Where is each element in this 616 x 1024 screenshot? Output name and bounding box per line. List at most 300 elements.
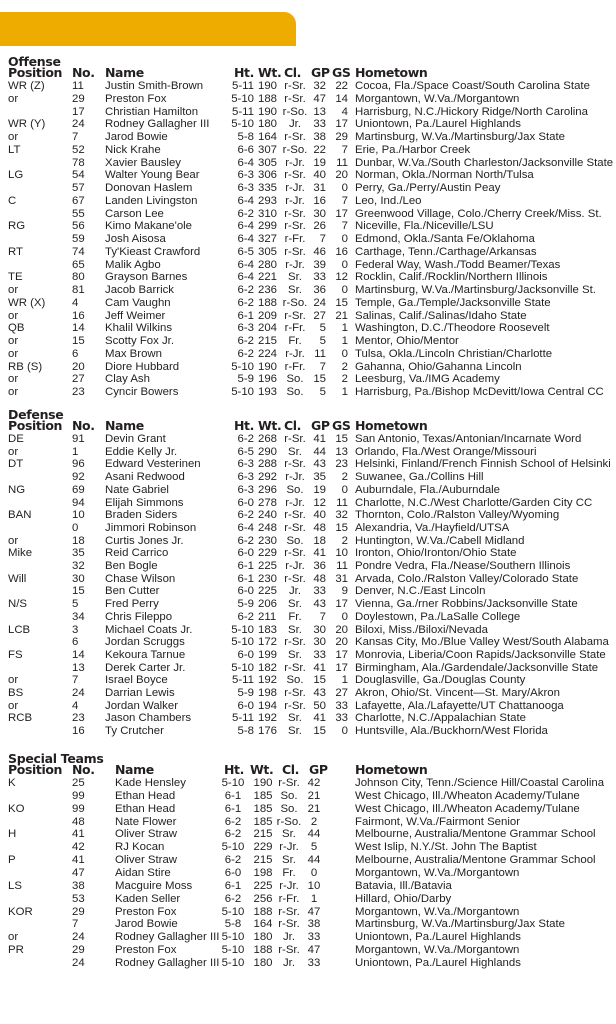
games-played: 22	[313, 143, 326, 156]
position: TE	[8, 271, 23, 284]
number: 18	[72, 534, 85, 547]
height: 5-11	[232, 674, 254, 687]
games-played: 32	[313, 80, 326, 92]
roster-row	[0, 433, 616, 446]
games-played: 43	[313, 458, 326, 471]
height: 6-2	[224, 828, 242, 841]
weight: 229	[258, 547, 278, 560]
hometown: Denver, N.C./East Lincoln	[355, 585, 486, 598]
class-year: Fr.	[288, 335, 302, 347]
player-name: Darrian Lewis	[105, 687, 175, 699]
roster-row	[0, 144, 616, 157]
hometown: Johnson City, Tenn./Science Hill/Coastal Carolina	[355, 777, 605, 789]
number: 6	[72, 347, 79, 360]
height: 5-8	[224, 918, 242, 931]
position: K	[8, 777, 16, 789]
games-played: 41	[313, 547, 326, 560]
roster-row	[0, 93, 616, 106]
class-year: r-Fr.	[284, 360, 306, 373]
player-name: Jarod Bowie	[105, 131, 168, 143]
player-name: Ty Crutcher	[105, 725, 164, 738]
height: 5-10	[221, 777, 245, 789]
height: 6-3	[237, 169, 254, 182]
games-played: 30	[313, 636, 326, 649]
games-started: 15	[335, 296, 348, 309]
hometown: Norman, Okla./Norman North/Tulsa	[355, 169, 534, 182]
height: 6-4	[237, 156, 254, 169]
hometown: Lafayette, Ala./Lafayette/UT Chattanooga	[355, 699, 564, 712]
hometown: Rocklin, Calif./Rocklin/Northern Illinois	[355, 271, 548, 284]
games-played: 47	[307, 905, 321, 918]
number: 24	[72, 956, 85, 969]
class-year: r-Sr.	[284, 169, 306, 182]
number: 99	[72, 789, 85, 802]
weight: 211	[258, 610, 277, 623]
player-name: Jordan Walker	[105, 699, 179, 712]
roster-row	[0, 841, 616, 854]
number: 24	[72, 687, 85, 699]
header-banner	[0, 12, 296, 46]
hometown: Biloxi, Miss./Biloxi/Nevada	[355, 623, 488, 636]
class-year: r-Sr.	[284, 661, 306, 674]
weight: 188	[258, 296, 278, 309]
height: 6-4	[237, 194, 254, 207]
weight: 190	[258, 80, 278, 92]
roster-row	[0, 335, 616, 348]
height: 6-4	[237, 271, 254, 284]
games-started: 27	[335, 687, 348, 699]
number: 59	[72, 233, 85, 245]
position: P	[8, 854, 16, 867]
class-year: r-Jr.	[279, 879, 299, 892]
number: 16	[72, 725, 85, 738]
weight: 221	[258, 271, 278, 284]
number: 24	[72, 118, 85, 131]
player-name: Oliver Straw	[115, 854, 178, 867]
player-name: Malik Agbo	[105, 258, 161, 271]
number: 53	[72, 892, 85, 905]
position: LCB	[8, 623, 31, 636]
position: RB (S)	[8, 360, 43, 373]
weight: 229	[253, 841, 273, 854]
weight: 190	[258, 105, 278, 118]
class-year: r-Sr.	[284, 521, 306, 534]
class-year: So.	[280, 802, 298, 815]
number: 55	[72, 207, 85, 220]
roster-row	[0, 611, 616, 624]
class-year: r-So.	[282, 143, 308, 156]
position: or	[8, 386, 19, 398]
number: 0	[72, 521, 79, 534]
position: or	[8, 674, 19, 687]
games-played: 44	[313, 445, 326, 458]
games-started: 17	[335, 207, 348, 220]
player-name: Nate Flower	[115, 815, 177, 828]
hometown: Carthage, Tenn./Carthage/Arkansas	[355, 245, 537, 258]
weight: 299	[258, 220, 278, 233]
height: 6-4	[237, 233, 254, 245]
roster-row	[0, 509, 616, 522]
class-year: r-So.	[276, 815, 302, 828]
number: 10	[72, 509, 85, 522]
height: 6-6	[237, 143, 254, 156]
hometown: Washington, D.C./Theodore Roosevelt	[355, 322, 550, 335]
roster-row	[0, 386, 616, 399]
games-played-header: GP	[311, 65, 330, 80]
hometown: Orlando, Fla./West Orange/Missouri	[355, 445, 537, 458]
games-started: 11	[336, 560, 348, 572]
weight: 204	[258, 322, 278, 335]
weight: 335	[258, 182, 278, 194]
weight: 256	[253, 892, 273, 905]
height: 6-2	[237, 296, 254, 309]
hometown: Morgantown, W.Va./Morgantown	[355, 92, 520, 105]
player-name: Preston Fox	[115, 905, 177, 918]
hometown: Batavia, Ill./Batavia	[355, 879, 452, 892]
number: 91	[72, 433, 85, 445]
height: 6-3	[237, 471, 254, 484]
hometown: Birmingham, Ala./Gardendale/Jacksonville State	[355, 661, 599, 674]
games-played: 5	[319, 322, 326, 335]
class-year: r-Fr.	[284, 233, 306, 245]
games-played: 42	[307, 777, 321, 789]
number: 30	[72, 572, 85, 585]
roster-row	[0, 348, 616, 361]
number: 11	[72, 80, 84, 92]
weight: 215	[258, 335, 278, 347]
weight: 188	[258, 92, 278, 105]
player-name: Nate Gabriel	[105, 483, 169, 496]
games-played: 50	[313, 699, 326, 712]
class-year: r-Sr.	[284, 509, 306, 522]
position: LT	[8, 143, 21, 156]
hometown: Ironton, Ohio/Ironton/Ohio State	[355, 547, 517, 560]
roster-row	[0, 446, 616, 459]
weight: 188	[253, 905, 273, 918]
position: KO	[8, 802, 25, 815]
number: 32	[72, 560, 85, 572]
games-started: 29	[335, 131, 348, 143]
class-year: So.	[286, 373, 304, 386]
games-started: 33	[335, 712, 348, 725]
class-year: r-Sr.	[278, 944, 300, 957]
games-played: 41	[313, 712, 326, 725]
position: RG	[8, 220, 26, 233]
hometown: Alexandria, Va./Hayfield/UTSA	[355, 521, 510, 534]
class-year: r-Sr.	[284, 207, 306, 220]
number: 94	[72, 496, 85, 509]
hometown: Pondre Vedra, Fla./Nease/Southern Illinois	[355, 560, 571, 572]
roster-row	[0, 458, 616, 471]
weight: 230	[258, 572, 278, 585]
height: 6-1	[224, 802, 242, 815]
number: 92	[72, 471, 85, 484]
games-played: 0	[310, 866, 318, 879]
class-year: So.	[286, 386, 304, 398]
roster-row	[0, 547, 616, 560]
roster-row	[0, 208, 616, 221]
roster-row	[0, 322, 616, 335]
class-year: r-Jr.	[285, 258, 305, 271]
height: 5-10	[231, 118, 254, 131]
roster-row	[0, 931, 616, 944]
position: DT	[8, 458, 24, 471]
number: 78	[72, 156, 85, 169]
games-played: 47	[313, 92, 326, 105]
player-name: Jeff Weimer	[105, 309, 166, 322]
class-year: r-Sr.	[284, 572, 306, 585]
roster-row	[0, 687, 616, 700]
hometown: Fairmont, W.Va./Fairmont Senior	[355, 815, 521, 828]
player-name: Reid Carrico	[105, 547, 169, 560]
height: 5-8	[237, 725, 254, 738]
games-played: 40	[313, 169, 326, 182]
games-played: 38	[313, 131, 326, 143]
player-name: Josh Aisosa	[105, 233, 166, 245]
hometown: Erie, Pa./Harbor Creek	[355, 143, 471, 156]
position: PR	[8, 944, 24, 957]
weight: 305	[258, 156, 278, 169]
weight: 172	[258, 636, 278, 649]
number: 14	[72, 648, 85, 661]
hometown: West Islip, N.Y./St. John The Baptist	[355, 841, 537, 854]
weight-header: Wt.	[258, 65, 282, 80]
height: 6-0	[224, 866, 242, 879]
hometown: Arvada, Colo./Ralston Valley/Colorado State	[355, 572, 579, 585]
games-started: 7	[341, 143, 348, 156]
player-name: Jacob Barrick	[105, 284, 175, 296]
weight: 292	[258, 471, 278, 484]
games-played: 48	[313, 572, 326, 585]
player-name: Max Brown	[105, 347, 162, 360]
hometown: Greenwood Village, Colo./Cherry Creek/Miss. St.	[355, 207, 602, 220]
class-year: So.	[286, 534, 304, 547]
games-played: 15	[313, 373, 326, 386]
number: 96	[72, 458, 85, 471]
position-header: Position	[8, 418, 63, 433]
roster-row	[0, 195, 616, 208]
games-played: 33	[313, 271, 326, 284]
height: 6-5	[237, 245, 254, 258]
weight: 225	[253, 879, 273, 892]
position: LG	[8, 169, 24, 182]
column-header-row	[0, 763, 616, 776]
hometown: Niceville, Fla./Niceville/LSU	[355, 220, 494, 233]
hometown: Martinsburg, W.Va./Martinsburg/Jacksonville St.	[355, 284, 596, 296]
weight: 268	[258, 433, 278, 445]
number: 27	[72, 373, 85, 386]
roster-row	[0, 182, 616, 195]
class-year: r-Sr.	[278, 777, 300, 789]
hometown: Uniontown, Pa./Laurel Highlands	[355, 956, 521, 969]
games-played: 27	[313, 309, 326, 322]
player-name: Michael Coats Jr.	[105, 623, 193, 636]
hometown: Charlotte, N.C./West Charlotte/Garden City CC	[355, 496, 593, 509]
weight: 192	[258, 674, 278, 687]
player-name: Asani Redwood	[105, 471, 185, 484]
class-year: Fr.	[288, 610, 302, 623]
hometown-header: Hometown	[355, 65, 428, 80]
games-started: 16	[335, 245, 348, 258]
games-played: 11	[314, 347, 326, 360]
games-played: 15	[313, 725, 326, 738]
class-year: Sr.	[288, 623, 302, 636]
games-played: 10	[307, 879, 321, 892]
hometown: Dunbar, W.Va./South Charleston/Jacksonville State	[355, 156, 614, 169]
hometown: Harrisburg, Pa./Bishop McDevitt/Iowa Central CC	[355, 386, 604, 398]
roster-row	[0, 310, 616, 323]
games-started: 13	[335, 445, 348, 458]
class-year: r-Jr.	[285, 496, 305, 509]
number: 69	[72, 483, 85, 496]
section-title: Special Teams	[8, 751, 104, 766]
class-year: r-Jr.	[285, 347, 305, 360]
height: 5-9	[237, 598, 254, 611]
games-played: 15	[313, 674, 326, 687]
games-played: 19	[313, 483, 326, 496]
number: 7	[72, 674, 79, 687]
hometown: Charlotte, N.C./Appalachian State	[355, 712, 526, 725]
position: or	[8, 931, 19, 944]
games-played: 30	[313, 623, 326, 636]
games-started: 1	[341, 335, 348, 347]
player-name-header: Name	[115, 762, 154, 777]
weight: 164	[258, 131, 278, 143]
hometown: West Chicago, Ill./Wheaton Academy/Tulane	[355, 802, 580, 815]
position: QB	[8, 322, 25, 335]
games-started: 22	[335, 80, 348, 92]
roster-row	[0, 246, 616, 259]
games-played: 7	[319, 360, 326, 373]
games-started: 11	[336, 496, 348, 509]
games-played: 46	[313, 245, 326, 258]
player-name: Preston Fox	[115, 944, 177, 957]
class-year: r-So.	[282, 105, 308, 118]
class-year: r-Jr.	[279, 841, 299, 854]
games-started: 17	[335, 598, 348, 611]
weight: 164	[253, 918, 273, 931]
height: 6-2	[237, 284, 254, 296]
roster-row	[0, 471, 616, 484]
class-year: Sr.	[288, 712, 302, 725]
weight: 188	[253, 944, 273, 957]
number: 29	[72, 944, 85, 957]
hometown: Leo, Ind./Leo	[355, 194, 422, 207]
section-title: Defense	[8, 407, 64, 422]
hometown: Kansas City, Mo./Blue Valley West/South Alabama	[355, 636, 609, 649]
roster-row	[0, 725, 616, 738]
games-played-header: GP	[309, 762, 328, 777]
class-year: Sr.	[288, 284, 302, 296]
games-started: 11	[336, 156, 348, 169]
roster-row	[0, 560, 616, 573]
class-year: r-Sr.	[284, 80, 306, 92]
height: 5-8	[237, 131, 254, 143]
weight: 185	[253, 815, 273, 828]
games-played: 31	[313, 182, 326, 194]
weight: 180	[253, 931, 273, 944]
hometown: Douglasville, Ga./Douglas County	[355, 674, 526, 687]
hometown-header: Hometown	[355, 762, 428, 777]
games-started: 2	[341, 360, 348, 373]
number: 56	[72, 220, 85, 233]
weight: 296	[258, 483, 278, 496]
hometown: Hillard, Ohio/Darby	[355, 892, 452, 905]
class-year: r-Jr.	[285, 560, 305, 572]
class-year: r-Sr.	[284, 699, 306, 712]
hometown: Helsinki, Finland/French Finnish School of Helsinki	[355, 458, 611, 471]
number: 52	[72, 143, 85, 156]
weight: 183	[258, 623, 278, 636]
number: 23	[72, 386, 85, 398]
player-name-header: Name	[105, 65, 144, 80]
games-played: 5	[319, 386, 326, 398]
position: or	[8, 534, 19, 547]
hometown: Melbourne, Australia/Mentone Grammar School	[355, 854, 596, 867]
hometown: Cocoa, Fla./Space Coast/South Carolina State	[355, 80, 590, 92]
height: 5-10	[221, 956, 245, 969]
games-played: 21	[307, 789, 321, 802]
class-year: r-Jr.	[285, 182, 305, 194]
games-started: 0	[341, 284, 348, 296]
player-name: Kade Hensley	[115, 777, 186, 789]
hometown: Huntington, W.Va./Cabell Midland	[355, 534, 525, 547]
class-year-header: Cl.	[282, 762, 300, 777]
games-started: 21	[335, 309, 348, 322]
height: 6-0	[237, 648, 254, 661]
height: 5-9	[237, 687, 254, 699]
games-played: 41	[313, 661, 326, 674]
player-name: Curtis Jones Jr.	[105, 534, 184, 547]
games-played: 36	[313, 284, 326, 296]
height: 5-10	[231, 636, 254, 649]
games-started: 20	[335, 623, 348, 636]
height-header: Ht.	[224, 762, 244, 777]
player-name: Oliver Straw	[115, 828, 178, 841]
position: C	[8, 194, 17, 207]
height: 5-11	[232, 80, 254, 92]
height: 6-2	[237, 207, 254, 220]
player-name: Elijah Simmons	[105, 496, 184, 509]
hometown: Auburndale, Fla./Auburndale	[355, 483, 501, 496]
games-played-header: GP	[311, 418, 330, 433]
position: or	[8, 131, 19, 143]
class-year: Fr.	[282, 866, 296, 879]
player-name: Aidan Stire	[115, 866, 171, 879]
class-year: Sr.	[282, 828, 296, 841]
weight: 248	[258, 521, 278, 534]
class-year: Sr.	[288, 648, 302, 661]
roster-row	[0, 361, 616, 374]
class-year: Sr.	[282, 854, 296, 867]
weight: 225	[258, 585, 278, 598]
class-year: Jr.	[282, 931, 296, 944]
class-year: r-Jr.	[285, 156, 305, 169]
player-name: Xavier Bausley	[105, 156, 181, 169]
weight: 278	[258, 496, 278, 509]
weight: 199	[258, 648, 278, 661]
games-played: 44	[307, 854, 321, 867]
position: or	[8, 445, 19, 458]
player-name: Kekoura Tarnue	[105, 648, 186, 661]
player-name: Macguire Moss	[115, 879, 193, 892]
weight: 280	[258, 258, 278, 271]
position: RT	[8, 245, 23, 258]
position: KOR	[8, 905, 33, 918]
player-name: Cyncir Bowers	[105, 386, 179, 398]
height: 6-3	[237, 458, 254, 471]
class-year: r-Sr.	[284, 433, 306, 445]
